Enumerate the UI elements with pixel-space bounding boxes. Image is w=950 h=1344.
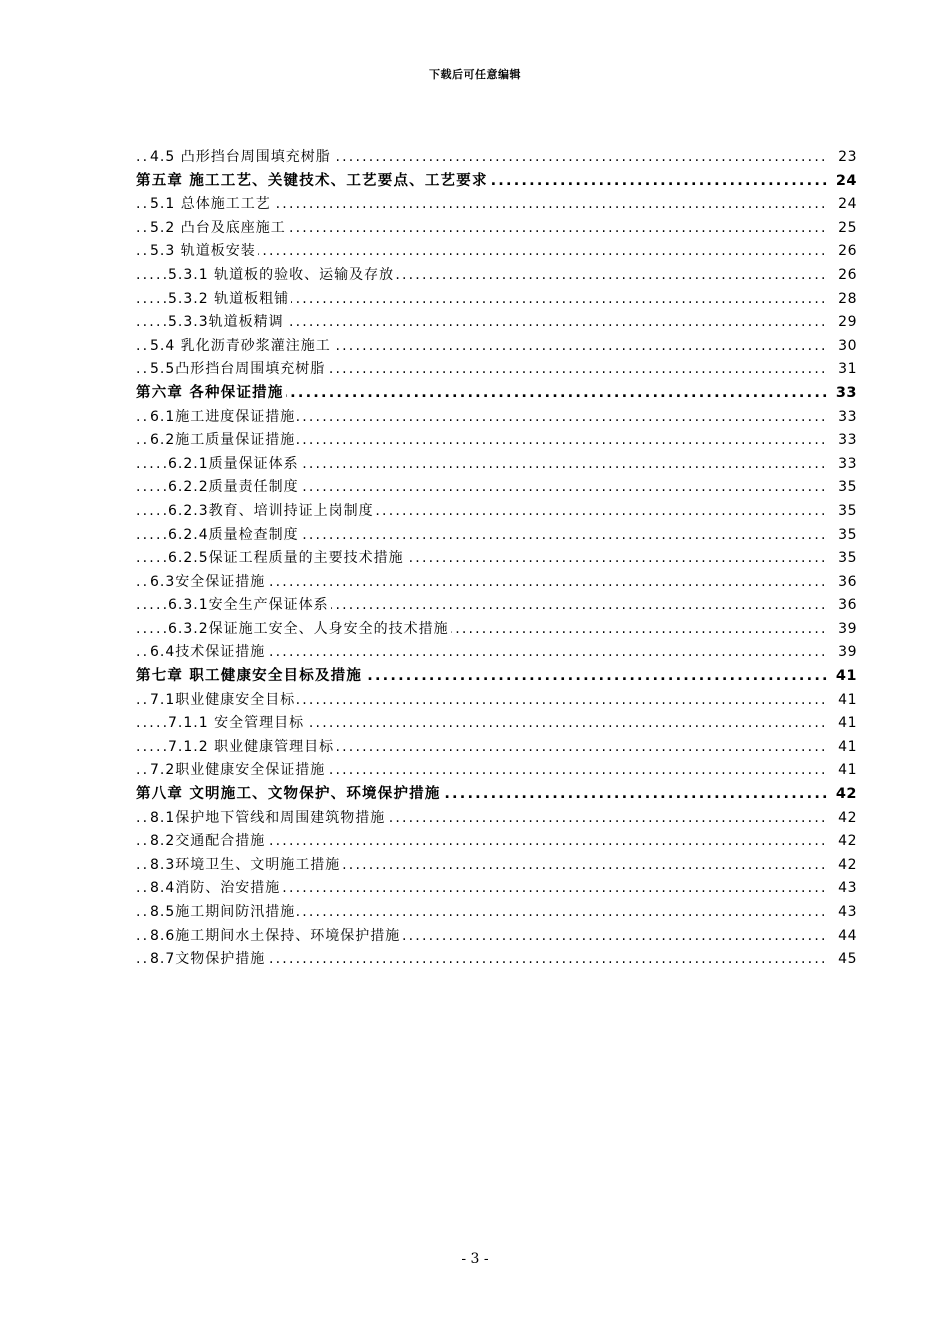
- toc-entry-page: 24: [835, 193, 857, 217]
- toc-entry-page: 23: [835, 146, 857, 170]
- toc-entry[interactable]: [136, 830, 857, 854]
- toc-entry-page: 41: [835, 712, 857, 736]
- toc-entry-title: 7.1.2 职业健康管理目标: [168, 738, 335, 755]
- toc-entry-title: 5.3.1 轨道板的验收、运输及存放: [168, 266, 395, 283]
- toc-entry[interactable]: [136, 736, 857, 760]
- toc-entry-page: 30: [835, 335, 857, 359]
- toc-entry-page: 35: [835, 476, 857, 500]
- toc-entry-page: 36: [835, 594, 857, 618]
- toc-entry-title: 5.3.3轨道板精调: [168, 314, 284, 331]
- toc-entry-page: 24: [833, 170, 857, 194]
- toc-entry-page: 39: [835, 641, 857, 665]
- toc-entry[interactable]: [136, 641, 857, 665]
- toc-entry[interactable]: [136, 429, 857, 453]
- toc-entry-page: 41: [835, 759, 857, 783]
- toc-entry-page: 36: [835, 571, 857, 595]
- toc-entry-title: 8.7文物保护措施: [150, 951, 266, 968]
- toc-entry-page: 42: [835, 854, 857, 878]
- toc-entry-title: 6.1施工进度保证措施: [150, 408, 296, 425]
- toc-entry-title: 6.2.3教育、培训持证上岗制度: [168, 502, 374, 519]
- toc-entry[interactable]: [136, 759, 857, 783]
- toc-entry-title: 8.6施工期间水土保持、环境保护措施: [150, 927, 401, 944]
- toc-entry-title: 8.5施工期间防汛措施: [150, 904, 296, 920]
- toc-entry[interactable]: [136, 807, 857, 831]
- toc-entry[interactable]: [136, 877, 857, 901]
- toc-entry-page: 41: [835, 689, 857, 713]
- toc-entry-title: 6.3.2保证施工安全、人身安全的技术措施: [168, 620, 449, 637]
- toc-entry-page: 33: [833, 382, 857, 406]
- toc-entry[interactable]: [136, 170, 857, 194]
- toc-entry-page: 35: [835, 524, 857, 548]
- toc-entry[interactable]: [136, 264, 857, 288]
- toc-entry-title: 8.2交通配合措施: [150, 833, 266, 850]
- toc-entry[interactable]: [136, 288, 857, 312]
- toc-entry[interactable]: [136, 358, 857, 382]
- toc-entry-page: 29: [835, 311, 857, 335]
- toc-entry-title: 6.2施工质量保证措施: [150, 432, 296, 449]
- toc-entry[interactable]: [136, 382, 857, 406]
- toc-entry-page: 42: [833, 783, 857, 807]
- toc-entry[interactable]: [136, 665, 857, 689]
- toc-entry-title: 5.5凸形挡台周围填充树脂: [150, 361, 326, 378]
- toc-entry[interactable]: [136, 311, 857, 335]
- toc-entry-title: 5.2 凸台及底座施工: [150, 219, 286, 236]
- toc-entry-title: 第五章 施工工艺、关键技术、工艺要点、工艺要求: [136, 172, 488, 189]
- toc-entry-title: 6.3安全保证措施: [150, 573, 266, 590]
- toc-entry-page: 39: [835, 618, 857, 642]
- toc-entry[interactable]: [136, 476, 857, 500]
- toc-entry-page: 28: [835, 288, 857, 312]
- toc-entry-page: 35: [835, 500, 857, 524]
- toc-entry-title: 5.3.2 轨道板粗铺: [168, 290, 290, 307]
- toc-entry-title: 6.2.2质量责任制度: [168, 479, 299, 496]
- toc-entry-page: 41: [833, 665, 857, 689]
- toc-entry-page: 33: [835, 429, 857, 453]
- toc-entry-page: 42: [835, 830, 857, 854]
- toc-entry[interactable]: [136, 783, 857, 807]
- toc-entry-page: 45: [835, 948, 857, 972]
- toc-entry[interactable]: [136, 948, 857, 972]
- toc-entry-page: 26: [835, 264, 857, 288]
- toc-entry[interactable]: [136, 453, 857, 477]
- toc-entry-page: 43: [835, 901, 857, 925]
- toc-entry[interactable]: [136, 925, 857, 949]
- table-of-contents: [136, 146, 857, 972]
- toc-entry-page: 44: [835, 925, 857, 949]
- toc-entry-title: 6.2.5保证工程质量的主要技术措施: [168, 550, 404, 567]
- toc-entry[interactable]: [136, 712, 857, 736]
- toc-entry-title: 8.1保护地下管线和周围建筑物措施: [150, 809, 386, 826]
- toc-entry[interactable]: [136, 689, 857, 713]
- toc-entry[interactable]: [136, 618, 857, 642]
- toc-entry-title: 5.1 总体施工工艺: [150, 196, 271, 213]
- toc-entry-title: 7.2职业健康安全保证措施: [150, 762, 326, 779]
- toc-entry-title: 5.4 乳化沥青砂浆灌注施工: [150, 337, 331, 354]
- toc-entry-title: 6.2.1质量保证体系: [168, 455, 299, 472]
- toc-entry-title: 6.2.4质量检查制度: [168, 526, 299, 543]
- toc-entry-page: 41: [835, 736, 857, 760]
- toc-entry-title: 第六章 各种保证措施: [136, 384, 284, 401]
- toc-entry-title: 6.4技术保证措施: [150, 644, 266, 661]
- toc-entry-title: 4.5 凸形挡台周围填充树脂: [150, 149, 331, 165]
- toc-entry-title: 第八章 文明施工、文物保护、环境保护措施: [136, 786, 441, 803]
- toc-entry-page: 43: [835, 877, 857, 901]
- toc-entry[interactable]: [136, 571, 857, 595]
- toc-entry-title: 8.4消防、治安措施: [150, 880, 281, 897]
- toc-entry[interactable]: [136, 854, 857, 878]
- toc-entry[interactable]: [136, 547, 857, 571]
- toc-entry[interactable]: [136, 335, 857, 359]
- toc-entry-page: 26: [835, 240, 857, 264]
- toc-entry-page: 25: [835, 217, 857, 241]
- toc-entry-title: 6.3.1安全生产保证体系: [168, 597, 329, 614]
- toc-entry-page: 42: [835, 807, 857, 831]
- page-number: - 3 -: [461, 1251, 489, 1267]
- toc-entry-page: 35: [835, 547, 857, 571]
- toc-entry-title: 5.3 轨道板安装: [150, 243, 256, 260]
- toc-entry[interactable]: [136, 146, 857, 170]
- toc-entry[interactable]: [136, 524, 857, 548]
- toc-entry-title: 7.1职业健康安全目标: [150, 691, 296, 708]
- toc-entry[interactable]: [136, 193, 857, 217]
- toc-entry[interactable]: [136, 217, 857, 241]
- toc-entry-page: 31: [835, 358, 857, 382]
- toc-entry[interactable]: [136, 500, 857, 524]
- page-header: 下载后可任意编辑: [429, 68, 521, 81]
- toc-entry[interactable]: [136, 594, 857, 618]
- toc-entry[interactable]: [136, 406, 857, 430]
- toc-entry-title: 第七章 职工健康安全目标及措施: [136, 668, 363, 685]
- toc-entry-page: 33: [835, 406, 857, 430]
- toc-entry[interactable]: [136, 901, 857, 925]
- toc-entry-page: 33: [835, 453, 857, 477]
- toc-entry[interactable]: [136, 240, 857, 264]
- toc-entry-title: 8.3环境卫生、文明施工措施: [150, 856, 341, 873]
- toc-entry-title: 7.1.1 安全管理目标: [168, 715, 305, 732]
